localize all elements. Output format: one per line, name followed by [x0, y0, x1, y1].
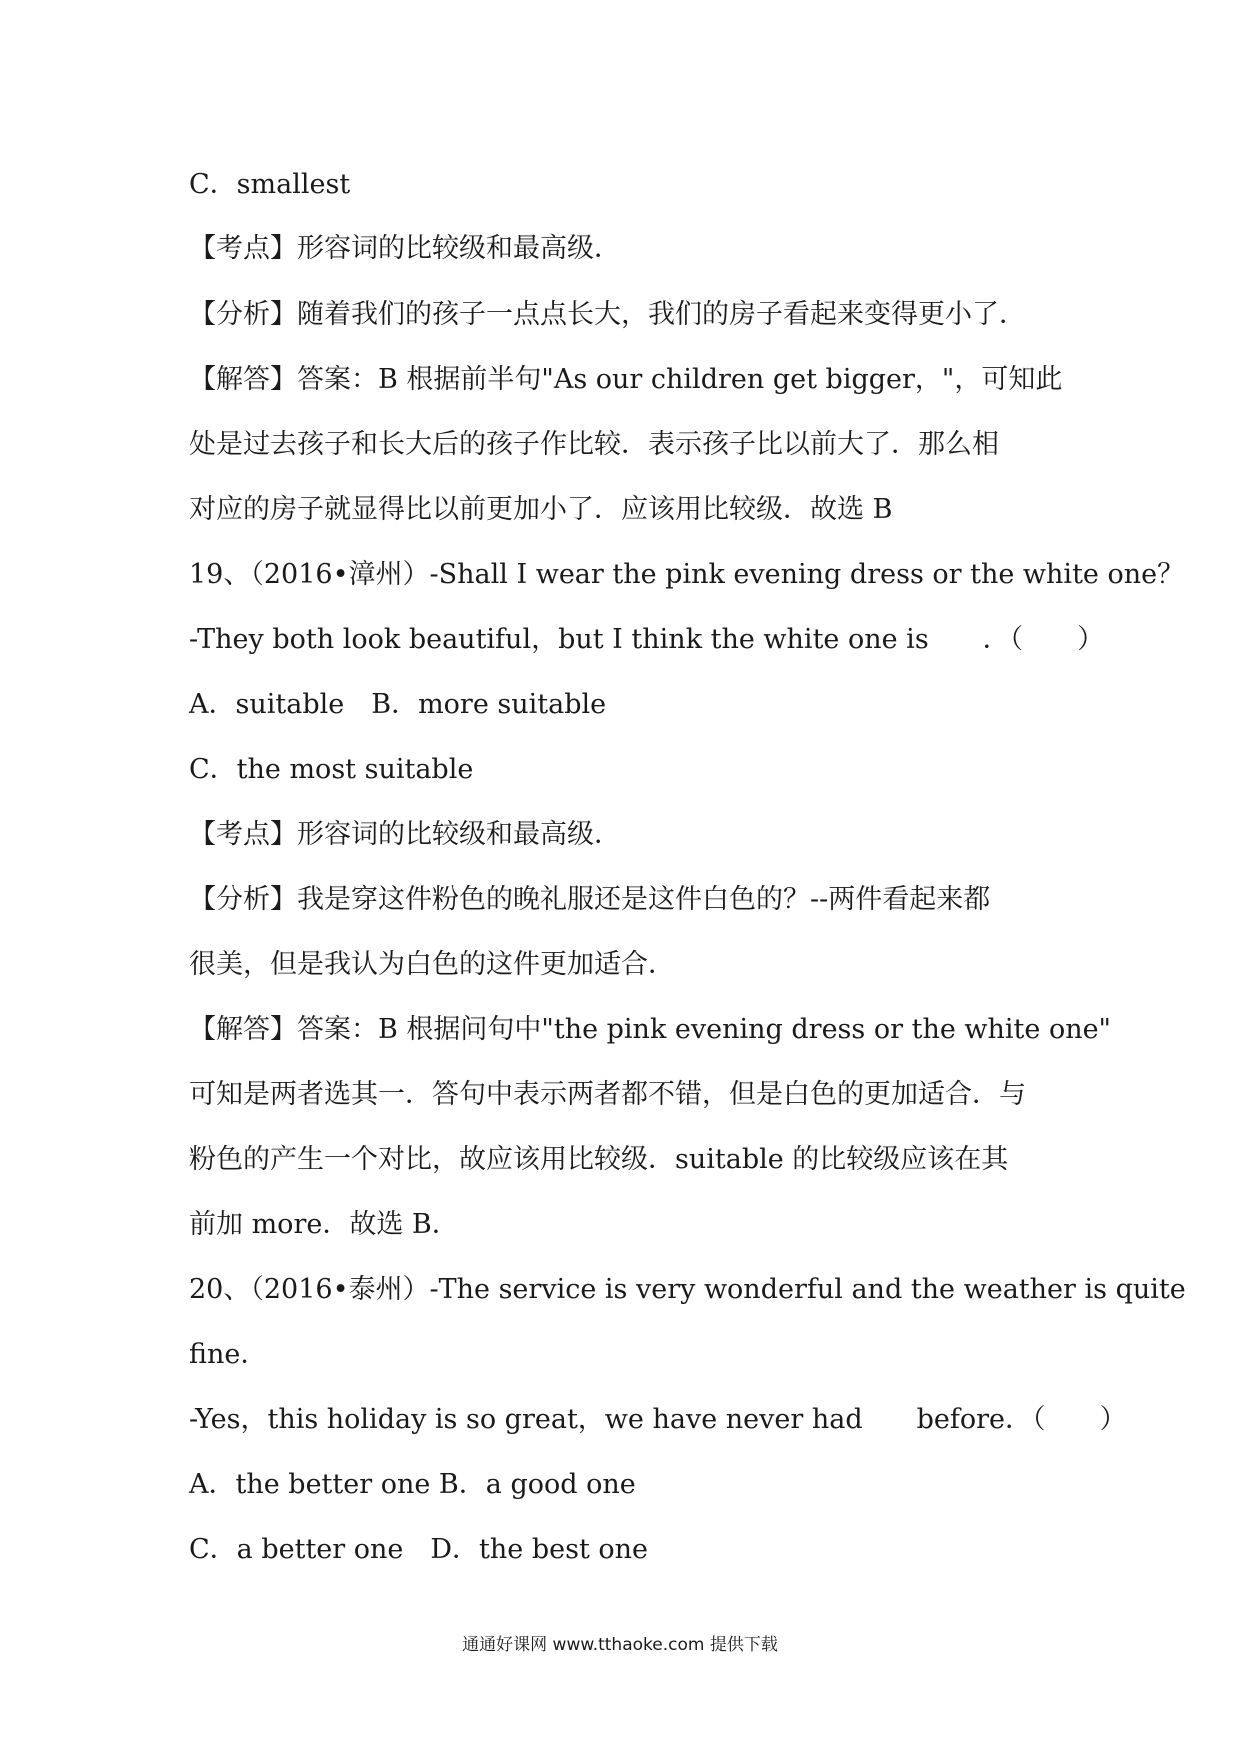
jieda-19-line-1: 【解答】答案：B 根据问句中"the pink evening dress or the white one"	[189, 1014, 1111, 1045]
question-19: 19、（2016•漳州）-Shall I wear the pink evening dress or the white one？	[189, 559, 1185, 590]
jieda-line-2: 处是过去孩子和长大后的孩子作比较．表示孩子比以前大了．那么相	[189, 429, 999, 460]
question-20-options-cd: C．a better one D．the best one	[189, 1534, 649, 1565]
kaodian-label: 【考点】形容词的比较级和最高级．	[189, 233, 621, 264]
fenxi-19-line-2: 很美，但是我认为白色的这件更加适合．	[189, 949, 675, 980]
fenxi-19-line-1: 【分析】我是穿这件粉色的晚礼服还是这件白色的？--两件看起来都	[189, 884, 991, 915]
jieda-19-line-3: 粉色的产生一个对比，故应该用比较级．suitable 的比较级应该在其	[189, 1144, 1009, 1175]
jieda-19-line-2: 可知是两者选其一．答句中表示两者都不错，但是白色的更加适合．与	[189, 1079, 1026, 1110]
question-20-cont: fine．	[189, 1339, 268, 1370]
question-20-answer-prompt: -Yes，this holiday is so great，we have never had before．（ ）	[189, 1404, 1127, 1435]
question-20-options-ab: A．the better one B．a good one	[189, 1469, 636, 1500]
page-footer: 通通好课网 www.tthaoke.com 提供下载	[462, 1635, 778, 1655]
question-19-option-c: C．the most suitable	[189, 754, 474, 785]
jieda-19-line-4: 前加 more．故选 B．	[189, 1209, 459, 1240]
question-19-options-ab: A．suitable B．more suitable	[189, 689, 607, 720]
fenxi-label: 【分析】随着我们的孩子一点点长大，我们的房子看起来变得更小了．	[189, 299, 1026, 330]
kaodian-label-19: 【考点】形容词的比较级和最高级．	[189, 819, 621, 850]
question-19-answer-prompt: -They both look beautiful，but I think the white one is ．（ ）	[189, 624, 1105, 655]
jieda-line-1: 【解答】答案：B 根据前半句"As our children get bigger，"，可知此	[189, 364, 1063, 395]
jieda-line-3: 对应的房子就显得比以前更加小了．应该用比较级．故选 B	[189, 494, 893, 525]
option-c-smallest: C．smallest	[189, 169, 351, 200]
question-20: 20、（2016•泰州）-The service is very wonderful and the weather is quite	[189, 1274, 1186, 1305]
